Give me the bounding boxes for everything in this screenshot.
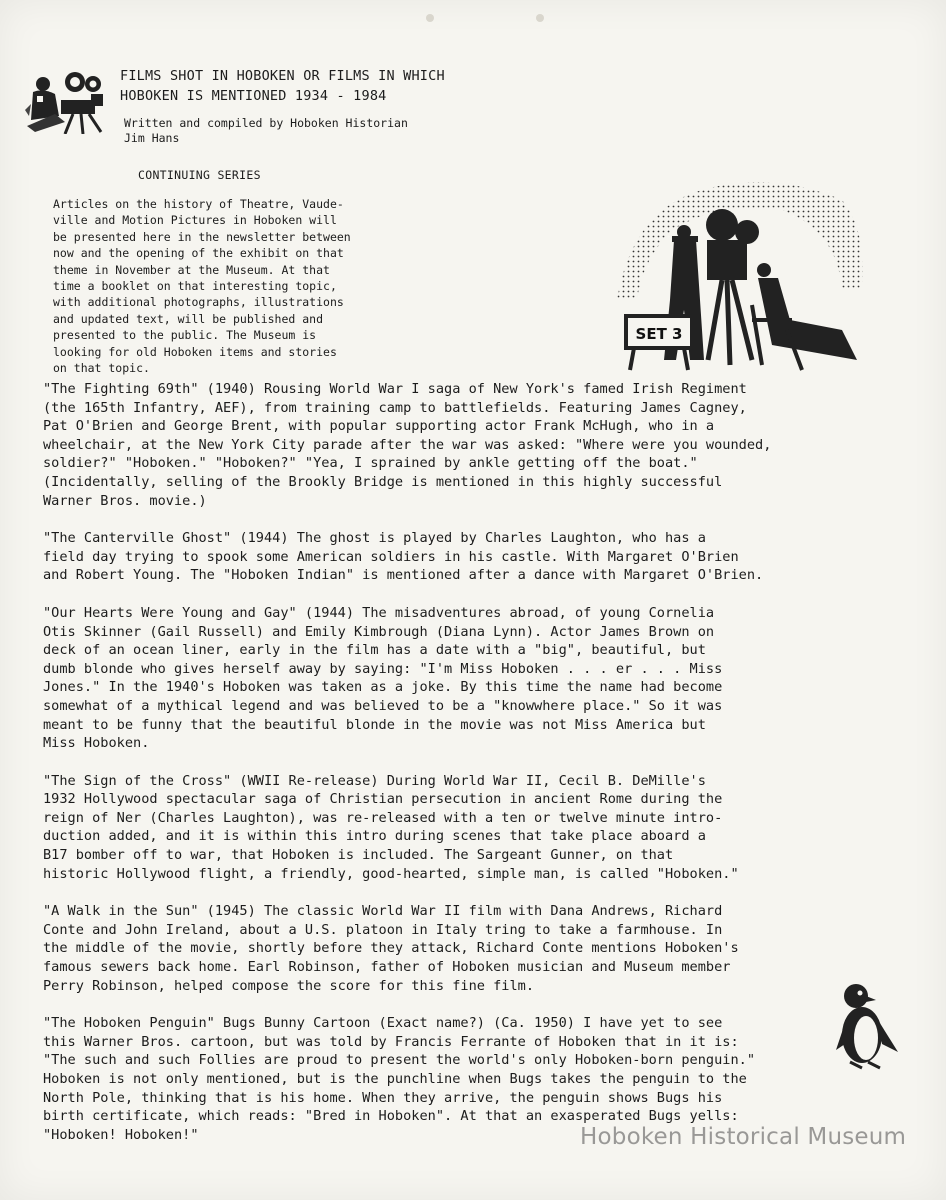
film-entry-walk-in-the-sun xyxy=(43,902,883,995)
intro-line: presented to the public. The Museum is xyxy=(53,328,317,343)
intro-line: looking for old Hoboken items and stories xyxy=(53,344,337,359)
film-entry-our-hearts xyxy=(43,604,883,753)
intro-line: and updated text, will be published and xyxy=(53,311,324,326)
intro-line: theme in November at the Museum. At that xyxy=(53,262,330,277)
article-line: (the 165th Infantry, AEF), from training camp to battlefields. Featuring James Cagney, xyxy=(43,399,747,416)
film-entry-fighting-69th xyxy=(43,380,883,510)
intro-line: be presented here in the newsletter between xyxy=(53,229,351,244)
paper-mark xyxy=(536,14,544,22)
article-line: the middle of the movie, shortly before they attack, Richard Conte mentions Hoboken's xyxy=(43,940,739,957)
article-line: somewhat of a mythical legend and was believed to be a "knowwhere place." So it was xyxy=(43,697,723,714)
article-line: and Robert Young. The "Hoboken Indian" is mentioned after a dance with Margaret O'Brien. xyxy=(43,567,764,584)
intro-line: with additional photographs, illustrations xyxy=(53,295,344,310)
article-line: "The Fighting 69th" (1940) Rousing World War I saga of New York's famed Irish Regiment xyxy=(43,381,747,397)
article-line: Hoboken is not only mentioned, but is the punchline when Bugs takes the penguin to the xyxy=(43,1071,747,1087)
article-line: Miss Hoboken. xyxy=(43,735,150,752)
article-line: duction added, and it is within this intro during scenes that take place aboard a xyxy=(43,828,706,845)
article-line: meant to be funny that the beautiful blonde in the movie was not Miss America but xyxy=(43,716,706,733)
article-title xyxy=(120,66,540,106)
intro-line: now and the opening of the exhibit on that xyxy=(53,246,344,261)
article-line: "A Walk in the Sun" (1945) The classic World War II film with Dana Andrews, Richard xyxy=(43,903,723,920)
set-sign-text: SET 3 xyxy=(635,325,683,343)
museum-watermark: Hoboken Historical Museum xyxy=(580,1124,907,1150)
byline-line: Jim Hans xyxy=(124,131,180,145)
article-line: famous sewers back home. Earl Robinson, father of Hoboken musician and Museum member xyxy=(43,959,731,976)
intro-line: on that topic. xyxy=(53,361,150,376)
intro-line: Articles on the history of Theatre, Vaude- xyxy=(53,197,344,211)
article-line: field day trying to spook some American soldiers in his castle. With Margaret O'Brien xyxy=(43,548,739,565)
article-line: "Hoboken! Hoboken!" xyxy=(43,1126,199,1143)
article-line: soldier?" "Hoboken." "Hoboken?" "Yea, I sprained by ankle getting off the boat." xyxy=(43,455,698,472)
article-line: (Incidentally, selling of the Brookly Bridge is mentioned in this highly successful xyxy=(43,473,723,490)
article-line: wheelchair, at the New York City parade after the war was asked: "Where were you wounded, xyxy=(43,436,772,453)
article-line: historic Hollywood flight, a friendly, good-hearted, simple man, is called "Hoboken." xyxy=(43,865,739,882)
article-title-line: FILMS SHOT IN HOBOKEN OR FILMS IN WHICH xyxy=(120,68,445,84)
article-line: deck of an ocean liner, early in the film has a date with a "big", beautiful, but xyxy=(43,642,706,659)
cameraman-logo-icon xyxy=(25,70,107,134)
byline-line: Written and compiled by Hoboken Historian xyxy=(124,116,408,130)
article-line: Jones." In the 1940's Hoboken was taken as a joke. By this time the name had become xyxy=(43,679,723,696)
film-entry-canterville-ghost xyxy=(43,529,883,585)
article-line: "The Canterville Ghost" (1944) The ghost is played by Charles Laughton, who has a xyxy=(43,530,706,547)
article-line: birth certificate, which reads: "Bred in Hoboken". At that an exasperated Bugs yells: xyxy=(43,1108,739,1125)
article-line: Otis Skinner (Gail Russell) and Emily Kimbrough (Diana Lynn). Actor James Brown on xyxy=(43,623,715,640)
film-entry-sign-of-the-cross xyxy=(43,772,883,884)
article-line: Perry Robinson, helped compose the score for this fine film. xyxy=(43,977,535,994)
article-line: Pat O'Brien and George Brent, with popular supporting actor Frank McHugh, who in a xyxy=(43,418,715,435)
intro-line: ville and Motion Pictures in Hoboken will xyxy=(53,213,337,228)
article-line: North Pole, thinking that is his home. When they arrive, the penguin shows Bugs his xyxy=(43,1089,723,1106)
intro-line: time a booklet on that interesting topic, xyxy=(53,279,337,294)
paper-mark xyxy=(426,14,434,22)
penguin-icon xyxy=(832,980,902,1070)
article-line: reign of Ner (Charles Laughton), was re-released with a ten or twelve minute intro- xyxy=(43,809,723,826)
article-title-line: HOBOKEN IS MENTIONED 1934 - 1984 xyxy=(120,88,387,104)
articles-column xyxy=(43,380,883,1163)
article-line: "The Sign of the Cross" (WWII Re-release) During World War II, Cecil B. DeMille's xyxy=(43,772,706,789)
article-line: B17 bomber off to war, that Hoboken is included. The Sargeant Gunner, on that xyxy=(43,847,674,864)
article-line: "The such and such Follies are proud to present the world's only Hoboken-born penguin." xyxy=(43,1052,756,1069)
article-line: this Warner Bros. cartoon, but was told by Francis Ferrante of Hoboken that in it is: xyxy=(43,1033,739,1050)
series-heading: CONTINUING SERIES xyxy=(138,168,261,182)
article-line: "The Hoboken Penguin" Bugs Bunny Cartoon (Exact name?) (Ca. 1950) I have yet to see xyxy=(43,1015,723,1032)
article-line: Conte and John Ireland, about a U.S. platoon in Italy tring to take a farmhouse. In xyxy=(43,921,723,938)
byline xyxy=(124,116,524,146)
intro-paragraph xyxy=(53,196,393,376)
article-line: Warner Bros. movie.) xyxy=(43,492,207,509)
film-set-camera-crew-icon xyxy=(612,170,867,385)
article-line: dumb blonde who gives herself away by saying: "I'm Miss Hoboken . . . er . . . Miss xyxy=(43,660,723,677)
article-line: 1932 Hollywood spectacular saga of Christian persecution in ancient Rome during the xyxy=(43,791,723,808)
article-line: "Our Hearts Were Young and Gay" (1944) The misadventures abroad, of young Cornelia xyxy=(43,604,715,621)
